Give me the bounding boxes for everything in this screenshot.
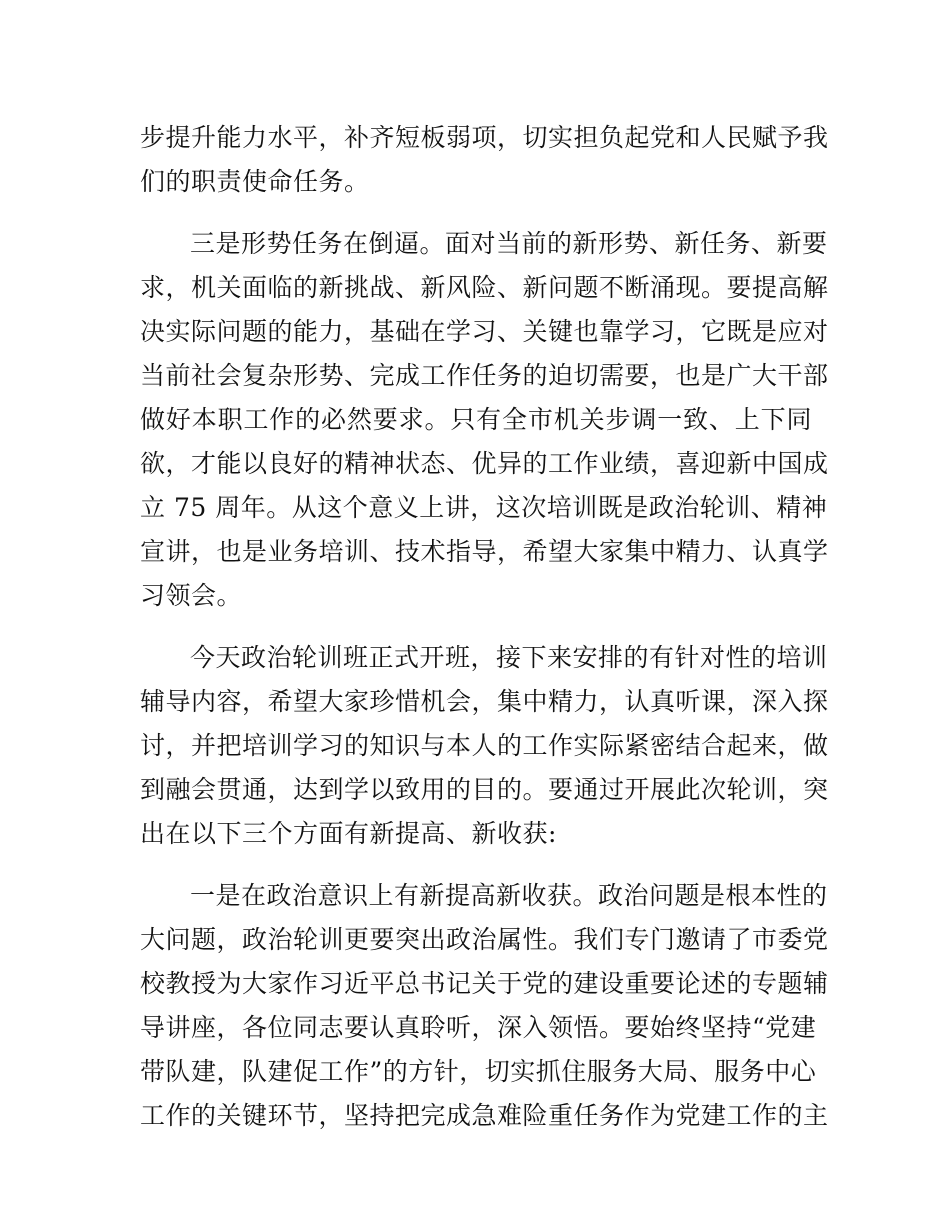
- text-line: 宣讲，也是业务培训、技术指导，希望大家集中精力、认真学: [140, 537, 829, 566]
- text-line: 步提升能力水平，补齐短板弱项，切实担负起党和人民赋予我: [140, 123, 829, 152]
- text-line: 出在以下三个方面有新提高、新收获:: [140, 819, 557, 848]
- text-line: 立 75 周年。从这个意义上讲，这次培训既是政治轮训、精神: [140, 493, 828, 522]
- text-line: 一是在政治意识上有新提高新收获。政治问题是根本性的: [190, 881, 828, 910]
- paragraph-1: [140, 116, 829, 204]
- text-line: 当前社会复杂形势、完成工作任务的迫切需要，也是广大干部: [140, 361, 829, 390]
- text-line: 求，机关面临的新挑战、新风险、新问题不断涌现。要提高解: [140, 273, 829, 302]
- paragraph-4: [140, 874, 829, 1138]
- document-body: [140, 116, 829, 1156]
- text-line: 决实际问题的能力，基础在学习、关键也靠学习，它既是应对: [140, 317, 829, 346]
- text-line: 做好本职工作的必然要求。只有全市机关步调一致、上下同: [140, 405, 812, 434]
- text-line: 习领会。: [140, 581, 243, 610]
- text-line: 三是形势任务在倒逼。面对当前的新形势、新任务、新要: [190, 229, 828, 258]
- text-line: 今天政治轮训班正式开班，接下来安排的有针对性的培训: [190, 643, 828, 672]
- text-line: 讨，并把培训学习的知识与本人的工作实际紧密结合起来，做: [140, 731, 829, 760]
- text-line: 们的职责使命任务。: [140, 167, 370, 196]
- text-line: 校教授为大家作习近平总书记关于党的建设重要论述的专题辅: [140, 969, 829, 998]
- text-line: 到融会贯通，达到学以致用的目的。要通过开展此次轮训，突: [140, 775, 829, 804]
- text-line: 辅导内容，希望大家珍惜机会，集中精力，认真听课，深入探: [140, 687, 829, 716]
- text-line: 导讲座，各位同志要认真聆听，深入领悟。要始终坚持“党建: [140, 1013, 817, 1042]
- text-line: 带队建，队建促工作”的方针，切实抓住服务大局、服务中心: [140, 1057, 817, 1086]
- paragraph-2: [140, 222, 829, 618]
- text-line: 欲，才能以良好的精神状态、优异的工作业绩，喜迎新中国成: [140, 449, 829, 478]
- text-line: 大问题，政治轮训更要突出政治属性。我们专门邀请了市委党: [140, 925, 829, 954]
- text-line: 工作的关键环节，坚持把完成急难险重任务作为党建工作的主: [140, 1101, 829, 1130]
- paragraph-3: [140, 636, 829, 856]
